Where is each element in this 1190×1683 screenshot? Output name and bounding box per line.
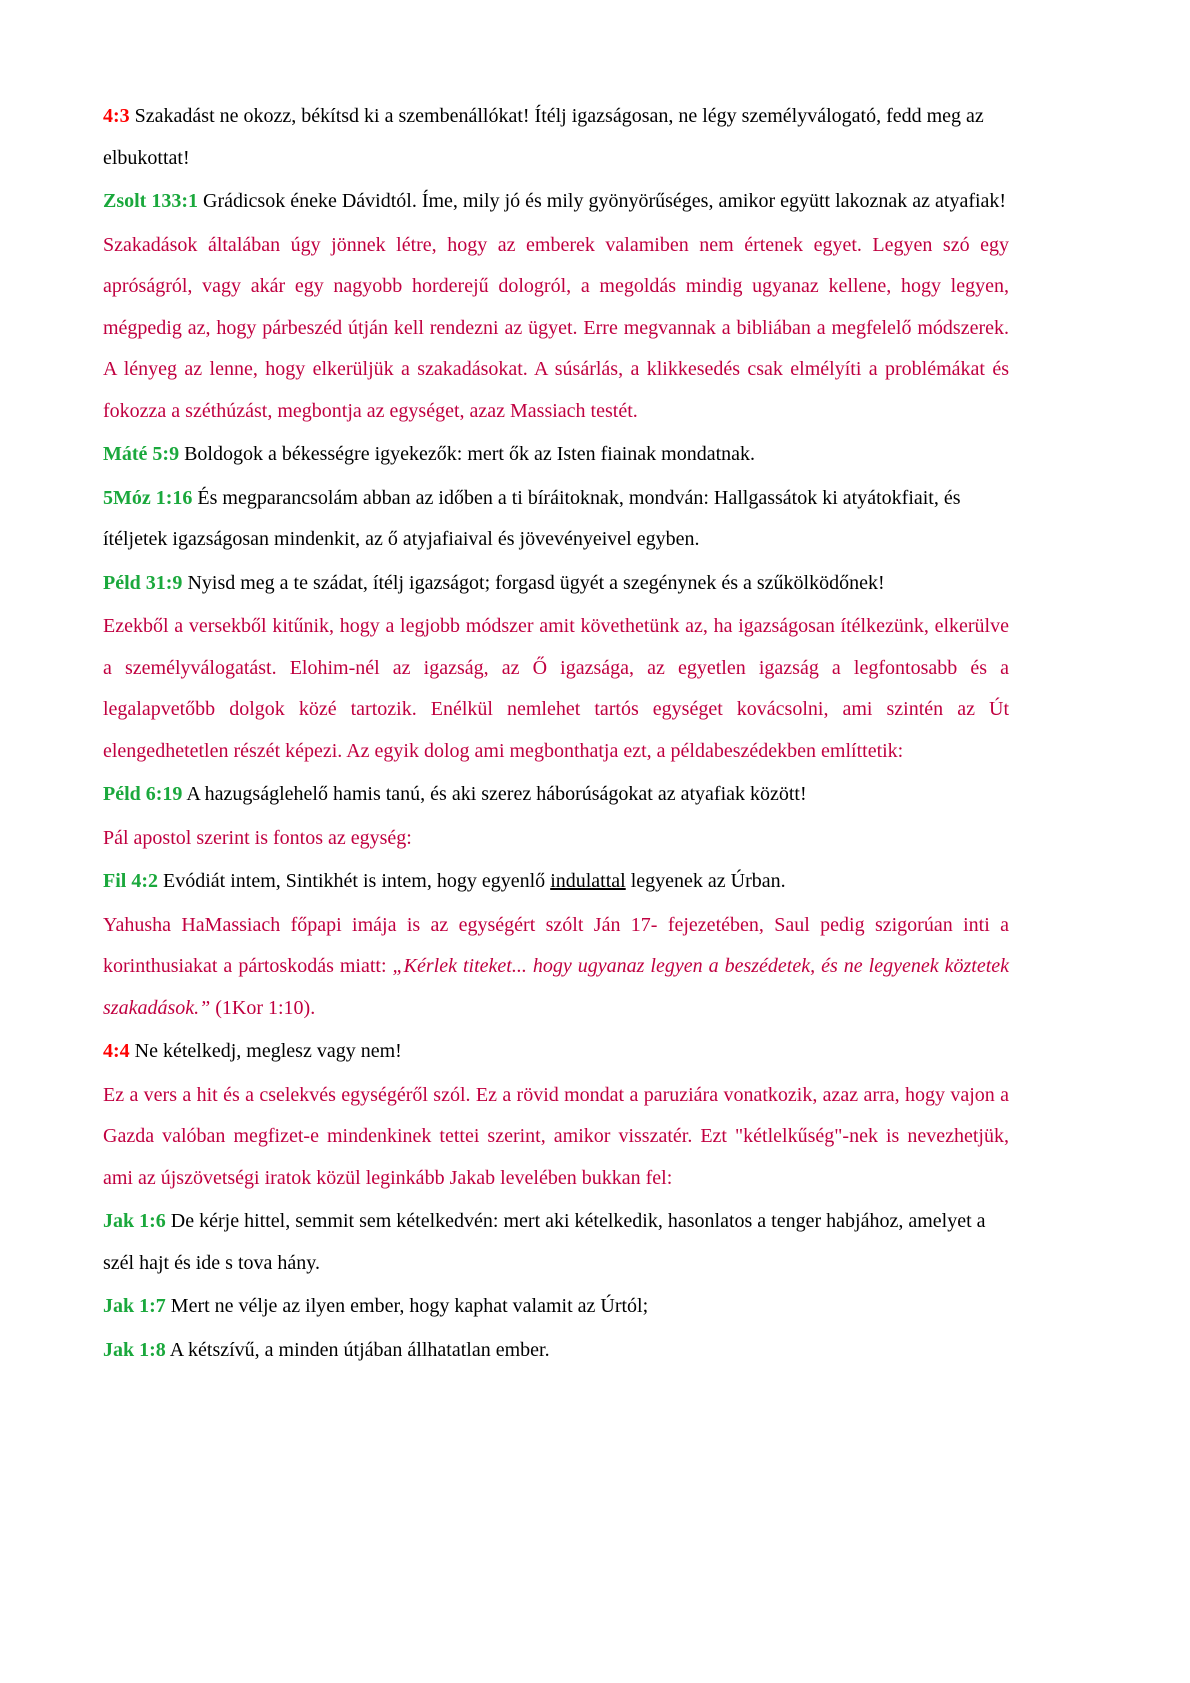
commentary-text: Pál apostol szerint is fontos az egység: bbox=[103, 826, 412, 849]
verse-paragraph-peld-31-9 bbox=[103, 563, 1009, 605]
commentary-text: Yahusha HaMassiach főpapi imája is az egységért szólt Ján 17- fejezetében, Saul pedig szigorúan inti a korinthusiakat a pártoskodás miatt: bbox=[103, 913, 1014, 977]
verse-paragraph-mate-5-9 bbox=[103, 434, 1009, 476]
verse-ref: Péld 6:19 bbox=[103, 783, 183, 805]
verse-text: És megparancsolám abban az időben a ti bíráitoknak, mondván: Hallgassátok ki atyátokfiait, és ítéljetek igazságosan mindenkit, az ő atyjafiaival és jövevényeivel egyben. bbox=[103, 486, 966, 550]
verse-text: Boldogok a békességre igyekezők: mert ők az Isten fiainak mondatnak. bbox=[179, 443, 756, 465]
verse-ref: Jak 1:8 bbox=[103, 1338, 166, 1361]
verse-ref: Jak 1:6 bbox=[103, 1210, 166, 1232]
verse-text-underlined: indulattal bbox=[550, 870, 626, 892]
commentary-paragraph-yahusha bbox=[103, 905, 1015, 1030]
verse-paragraph-jak-1-6 bbox=[103, 1201, 1009, 1284]
verse-paragraph-4-4 bbox=[103, 1031, 1009, 1073]
commentary-paragraph-szakadasok bbox=[103, 225, 1014, 433]
verse-ref: Zsolt 133:1 bbox=[103, 190, 198, 212]
verse-ref: Máté 5:9 bbox=[103, 443, 180, 465]
verse-paragraph-peld-6-19 bbox=[103, 774, 1009, 816]
verse-paragraph-5moz-1-16 bbox=[103, 478, 1009, 561]
verse-text: A hazugságlehelő hamis tanú, és aki szerez háborúságokat az atyafiak között! bbox=[182, 783, 807, 805]
verse-paragraph-zsolt-133-1 bbox=[103, 181, 1009, 223]
verse-ref: 5Móz 1:16 bbox=[103, 486, 193, 509]
verse-paragraph-jak-1-8 bbox=[103, 1330, 1009, 1372]
verse-text: Ne kételkedj, meglesz vagy nem! bbox=[129, 1040, 402, 1062]
verse-text: Mert ne vélje az ilyen ember, hogy kaphat valamit az Úrtól; bbox=[165, 1295, 649, 1317]
verse-ref: 4:4 bbox=[103, 1040, 130, 1062]
verse-ref: Péld 31:9 bbox=[103, 571, 183, 594]
commentary-paragraph-ezekbol bbox=[103, 606, 1014, 772]
verse-text: Nyisd meg a te szádat, ítélj igazságot; forgasd ügyét a szegénynek és a szűkölködőnek! bbox=[182, 571, 885, 594]
commentary-citation: (1Kor 1:10). bbox=[210, 996, 316, 1019]
verse-ref: 4:3 bbox=[103, 105, 130, 127]
verse-text: Grádicsok éneke Dávidtól. Íme, mily jó és mily gyönyörűséges, amikor együtt lakoznak az atyafiak! bbox=[198, 190, 1007, 212]
verse-text: legyenek az Úrban. bbox=[625, 870, 786, 892]
commentary-paragraph-pal-apostol bbox=[103, 818, 1009, 860]
verse-paragraph-jak-1-7 bbox=[103, 1286, 1009, 1328]
verse-text: Szakadást ne okozz, békítsd ki a szembenállókat! Ítélj igazságosan, ne légy személyválogató, fedd meg az elbukottat! bbox=[103, 105, 989, 169]
commentary-text: Szakadások általában úgy jönnek létre, hogy az emberek valamiben nem értenek egyet. Legyen szó egy apróságról, vagy akár egy nagyobb horderejű dologról, a megoldás mindig ugyanaz kellene, hogy legyen, mégpedig az, hogy párbeszéd útján kell rendezni az ügyet. Erre megvannak a bibliában a megfelelő módszerek. A lényeg az lenne, hogy elkerüljük a szakadásokat. A súsárlás, a klikkesedés csak elmélyíti a problémákat és fokozza a széthúzást, megbontja az egységet, azaz Massiach testét. bbox=[103, 233, 1014, 422]
verse-ref: Jak 1:7 bbox=[103, 1295, 166, 1317]
verse-paragraph-4-3 bbox=[103, 96, 1009, 179]
commentary-text: Ez a vers a hit és a cselekvés egységéről szól. Ez a rövid mondat a paruziára vonatkozik, azaz arra, hogy vajon a Gazda valóban megfizet-e mindenkinek tettei szerint, amikor visszatér. Ezt "kétlelkűség"-nek is nevezhetjük, ami az újszövetségi iratok közül leginkább Jakab levelében bukkan fel: bbox=[103, 1083, 1014, 1189]
verse-ref: Fil 4:2 bbox=[103, 870, 158, 892]
commentary-text: Ezekből a versekből kitűnik, hogy a legjobb módszer amit követhetünk az, ha igazságosan ítélkezünk, elkerülve a személyválogatást. Elohim-nél az igazság, az Ő igazsága, az egyetlen igazság a legfontosabb és a legalapvetőbb dolgok közé tartozik. Enélkül nemlehet tartós egységet kovácsolni, ami szintén az Út elengedhetetlen részét képezi. Az egyik dolog ami megbonthatja ezt, a példabeszédekben említtetik: bbox=[103, 615, 1014, 762]
verse-text: Evódiát intem, Sintikhét is intem, hogy egyenlő bbox=[158, 870, 551, 892]
document-body bbox=[103, 96, 1015, 1371]
verse-paragraph-fil-4-2 bbox=[103, 861, 1009, 903]
verse-text: A kétszívű, a minden útjában állhatatlan ember. bbox=[165, 1338, 550, 1361]
verse-text: De kérje hittel, semmit sem kételkedvén: mert aki kételkedik, hasonlatos a tenger habjához, amelyet a szél hajt és ide s tova hány. bbox=[103, 1210, 991, 1274]
commentary-quote: „Kérlek titeket... hogy ugyanaz legyen a beszédetek, és ne legyenek köztetek szakadások.” bbox=[103, 955, 1015, 1019]
commentary-paragraph-ez-a-vers bbox=[103, 1075, 1014, 1200]
